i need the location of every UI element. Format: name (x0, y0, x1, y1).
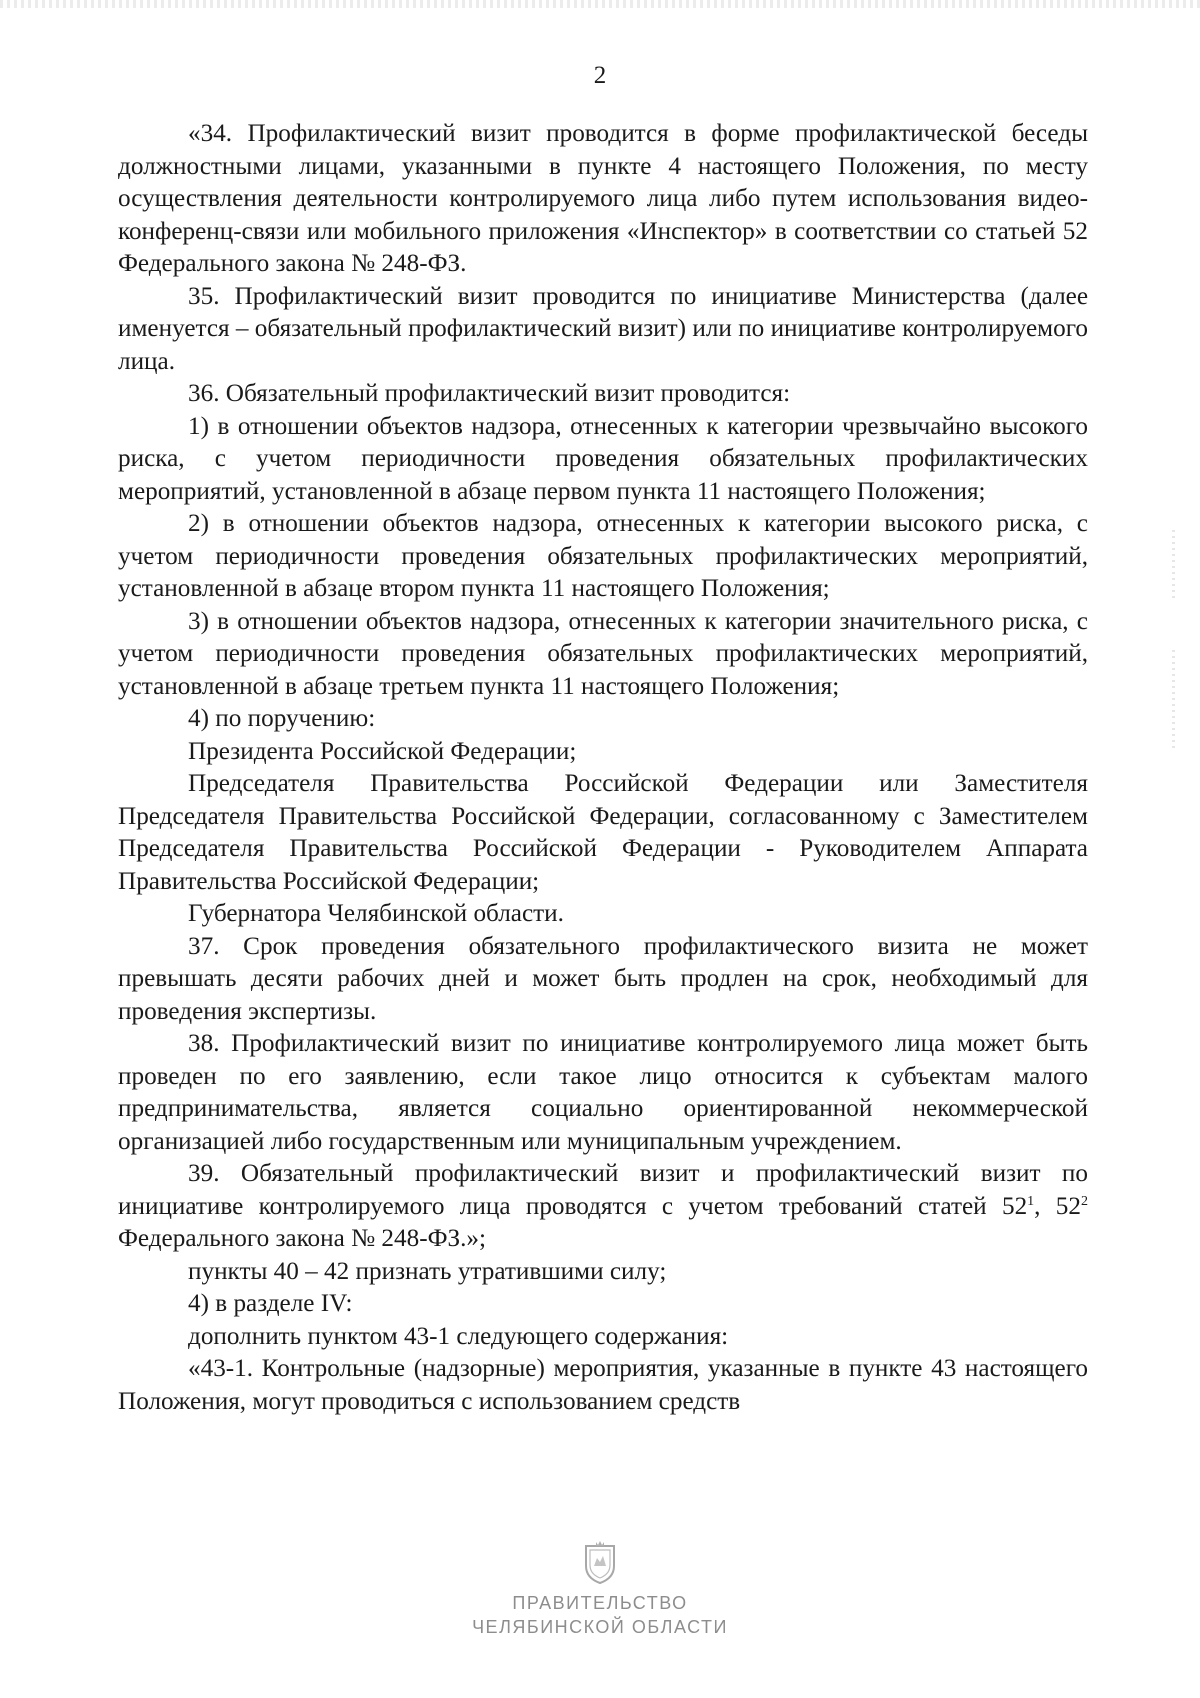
paragraph-37: 37. Срок проведения обязательного профилактического визита не может превышать десяти рабочих дней и может быть продлен на срок, необходимый для проведения экспертизы. (118, 932, 1088, 1025)
paragraph-36-item-2: 2) в отношении объектов надзора, отнесенных к категории высокого риска, с учетом периодичности проведения обязательных профилактических мероприятий, установленной в абзаце втором пункта 11 настоящего Положения; (118, 510, 1088, 602)
paragraph-36-item-3: 3) в отношении объектов надзора, отнесенных к категории значительного риска, с учетом периодичности проведения обязательных профилактических мероприятий, установленной в абзаце третьем пункта 11 настоящего Положения; (118, 607, 1088, 700)
paragraph-39-part-1: 39. Обязательный профилактический визит и профилактический визит по инициативе контролируемого лица проводятся с учетом требований статей 52 (118, 1160, 1088, 1220)
document-body (118, 118, 1088, 1418)
watermark-line-1: ПРАВИТЕЛЬСТВО (512, 1593, 688, 1613)
coat-of-arms-icon (580, 1540, 620, 1586)
superscript-1: 1 (1027, 1193, 1035, 1209)
watermark-line-2: ЧЕЛЯБИНСКОЙ ОБЛАСТИ (472, 1617, 728, 1637)
paragraph-36-item-4: 4) по поручению: (188, 705, 376, 732)
paragraph-35: 35. Профилактический визит проводится по инициативе Министерства (далее именуется – обязательный профилактический визит) или по инициативе контролируемого лица. (118, 282, 1088, 375)
paragraph-governor: Губернатора Челябинской области. (188, 900, 564, 927)
paragraph-36: 36. Обязательный профилактический визит проводится: (188, 380, 791, 407)
paragraph-supplement: дополнить пунктом 43-1 следующего содержания: (188, 1322, 729, 1350)
paragraph-39 (118, 1158, 1088, 1256)
paragraph-chairman: Председателя Правительства Российской Федерации или Заместителя Председателя Правительства Российской Федерации, согласованному с Заместителем Председателя Правительства Российской Федерации - Руководителем Аппарата Правительства Российской Федерации; (118, 770, 1088, 895)
paragraph-36-item-1: 1) в отношении объектов надзора, отнесенных к категории чрезвычайно высокого риска, с учетом периодичности проведения обязательных профилактических мероприятий, установленной в абзаце первом пункта 11 настоящего Положения; (118, 412, 1088, 505)
paragraph-president: Президента Российской Федерации; (188, 737, 577, 765)
scan-margin-artifact (1172, 650, 1175, 750)
paragraph-38: 38. Профилактический визит по инициативе контролируемого лица может быть проведен по его заявлению, если такое лицо относится к субъектам малого предпринимательства, является социально ориентированной некоммерческой организацией либо государственным или муниципальным учреждением. (118, 1030, 1088, 1155)
paragraph-39-part-2: , 52 (1034, 1192, 1081, 1220)
scan-margin-artifact (1172, 530, 1175, 600)
paragraph-34: «34. Профилактический визит проводится в форме профилактической беседы должностными лицами, указанными в пункте 4 настоящего Положения, по месту осуществления деятельности контролируемого лица либо путем использования видео-конференц-связи или мобильного приложения «Инспектор» в соответствии со статьей 52 Федерального закона № 248-ФЗ. (118, 120, 1088, 277)
superscript-2: 2 (1081, 1193, 1088, 1209)
paragraph-39-part-3: Федерального закона № 248-ФЗ.»; (118, 1225, 486, 1252)
paragraph-points-40-42: пункты 40 – 42 признать утратившими силу; (188, 1257, 667, 1285)
scan-edge-artifact (0, 0, 1200, 8)
page-number: 2 (593, 62, 607, 89)
paragraph-43-1: «43-1. Контрольные (надзорные) мероприятия, указанные в пункте 43 настоящего Положения, могут проводиться с использованием средств (118, 1355, 1088, 1415)
government-watermark (0, 1540, 1200, 1639)
paragraph-section-4: 4) в разделе IV: (188, 1290, 353, 1317)
